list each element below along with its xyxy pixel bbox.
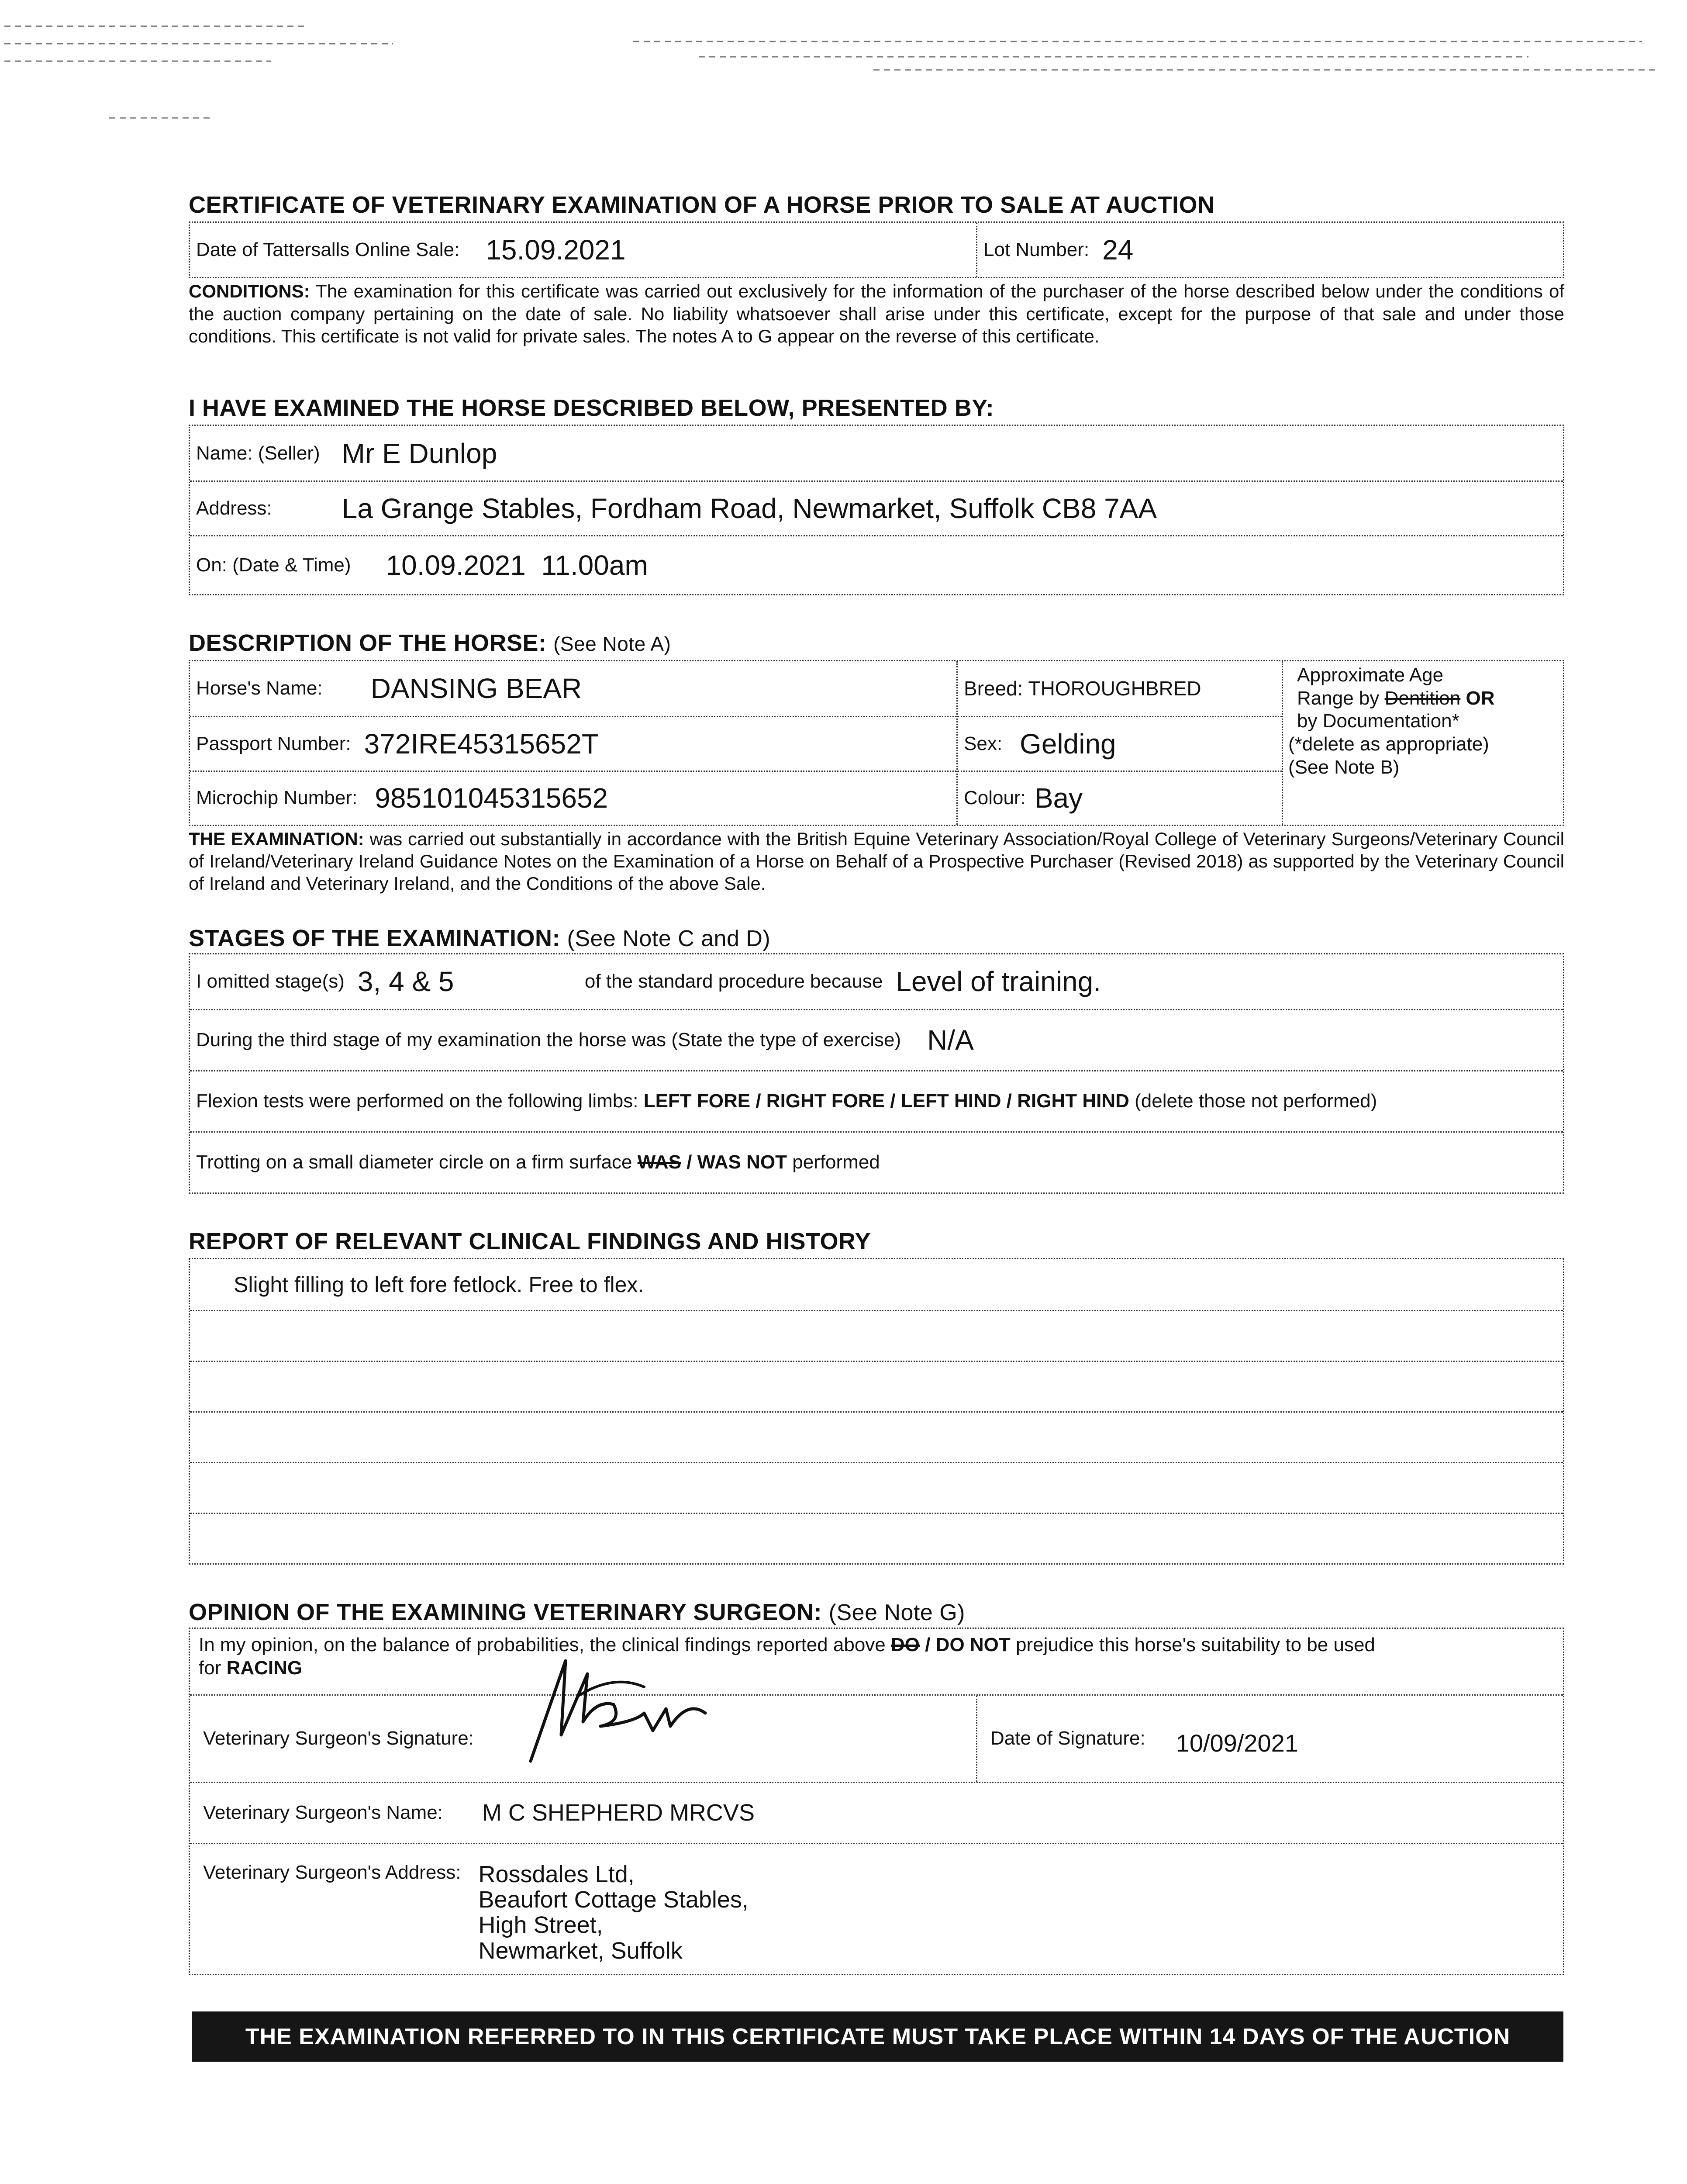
report-line-6 <box>190 1513 1563 1563</box>
examination-label: THE EXAMINATION: <box>189 828 364 849</box>
sex-label: Sex: <box>964 733 1003 754</box>
conditions-text: The examination for this certificate was carried out exclusively for the information of the purchaser of the horse described below under the conditions of the auction company pertaining on the date of sale. No liability whatsoever shall arise under this certificate, except for the purpose of that sale and under those conditions. This certificate is not valid for private sales. The notes A to G appear on the reverse of this certificate. <box>189 281 1564 346</box>
report-heading: REPORT OF RELEVANT CLINICAL FINDINGS AND HISTORY <box>189 1228 871 1254</box>
passport-number-value: 372IRE45315652T <box>364 728 599 760</box>
lot-number-label: Lot Number: <box>983 239 1090 261</box>
sex-value: Gelding <box>1020 728 1116 760</box>
seller-name-value: Mr E Dunlop <box>342 437 497 469</box>
opinion-text: In my opinion, on the balance of probabilities, the clinical findings reported above DO / DO NOT prejudice this horse's suitability to be used for RACING <box>199 1634 1375 1679</box>
third-stage-value: N/A <box>927 1024 974 1056</box>
flexion-text: Flexion tests were performed on the following limbs: LEFT FORE / RIGHT FORE / LEFT HIND / RIGHT HIND (delete those not performed) <box>196 1090 1377 1112</box>
omitted-stages-value: 3, 4 & 5 <box>357 966 454 998</box>
third-stage-label: During the third stage of my examination the horse was (State the type of exercise) <box>196 1029 901 1051</box>
examination-text: was carried out substantially in accordance with the British Equine Veterinary Association/Royal College of Veterinary Surgeons/Veterinary Council of Ireland/Veterinary Ireland Guidance Notes on the Examination of a Horse on Behalf of a Prospective Purchaser (Revised 2018) as supported by the Veterinary Council of Ireland and Veterinary Ireland, and the Conditions of the above Sale. <box>189 828 1565 894</box>
opinion-do-struck: DO <box>891 1634 920 1655</box>
date-of-signature-label: Date of Signature: <box>990 1728 1145 1749</box>
opinion-heading: OPINION OF THE EXAMINING VETERINARY SURGEON: (See Note G) <box>189 1599 965 1626</box>
trotting-text: Trotting on a small diameter circle on a firm surface WAS / WAS NOT performed <box>196 1151 880 1173</box>
conditions-label: CONDITIONS: <box>189 281 310 302</box>
lot-number-value: 24 <box>1102 234 1134 266</box>
sale-date-label: Date of Tattersalls Online Sale: <box>196 239 460 261</box>
report-line-5 <box>190 1462 1563 1513</box>
report-box <box>189 1258 1564 1565</box>
seller-address-label: Address: <box>196 498 272 519</box>
certificate-title: CERTIFICATE OF VETERINARY EXAMINATION OF A HORSE PRIOR TO SALE AT AUCTION <box>189 192 1215 218</box>
conditions-paragraph <box>189 280 1564 347</box>
presented-on-label: On: (Date & Time) <box>196 554 351 576</box>
description-box <box>189 660 1564 826</box>
microchip-number-label: Microchip Number: <box>196 787 358 809</box>
report-line-1: Slight filling to left fore fetlock. Free to flex. <box>234 1272 644 1297</box>
sale-box <box>189 221 1564 278</box>
age-dentition-struck: Dentition <box>1384 687 1461 709</box>
because-label: of the standard procedure because <box>584 971 883 992</box>
passport-number-label: Passport Number: <box>196 733 351 754</box>
seller-address-value: La Grange Stables, Fordham Road, Newmarket, Suffolk CB8 7AA <box>342 493 1157 525</box>
seller-name-label: Name: (Seller) <box>196 442 320 464</box>
colour-label: Colour: <box>964 787 1026 809</box>
vet-address-value: Rossdales Ltd, Beaufort Cottage Stables, High Street, Newmarket, Suffolk <box>478 1861 749 1964</box>
report-line-3 <box>190 1361 1563 1411</box>
examination-paragraph <box>189 828 1564 895</box>
age-range-cell: Approximate Age Range by Dentition OR by Documentation* (*delete as appropriate) (See Note B) <box>1282 661 1563 825</box>
date-of-signature-value: 10/09/2021 <box>1176 1729 1298 1757</box>
stages-note: (See Note C and D) <box>567 926 771 951</box>
stages-box <box>189 953 1564 1194</box>
presented-on-value: 10.09.2021 11.00am <box>386 549 648 581</box>
trot-was-struck: WAS <box>637 1151 681 1173</box>
signature-label: Veterinary Surgeon's Signature: <box>203 1728 474 1749</box>
description-note: (See Note A) <box>553 632 671 656</box>
vet-signature <box>513 1648 723 1770</box>
omitted-stages-label: I omitted stage(s) <box>196 971 345 992</box>
description-heading: DESCRIPTION OF THE HORSE: (See Note A) <box>189 630 671 657</box>
sale-date-value: 15.09.2021 <box>486 234 626 266</box>
presented-heading: I HAVE EXAMINED THE HORSE DESCRIBED BELOW, PRESENTED BY: <box>189 395 994 422</box>
report-line-2 <box>190 1310 1563 1361</box>
horse-name-label: Horse's Name: <box>196 677 323 699</box>
breed-label: Breed: THOROUGHBRED <box>964 677 1201 700</box>
suitability-value: RACING <box>226 1657 303 1679</box>
opinion-note: (See Note G) <box>828 1600 965 1626</box>
deadline-banner: THE EXAMINATION REFERRED TO IN THIS CERTIFICATE MUST TAKE PLACE WITHIN 14 DAYS OF THE AUCTION <box>192 2011 1563 2062</box>
opinion-box <box>189 1628 1564 1975</box>
scan-header-noise <box>0 0 1687 157</box>
stages-heading: STAGES OF THE EXAMINATION: (See Note C and D) <box>189 925 771 951</box>
colour-value: Bay <box>1034 782 1083 814</box>
vet-name-value: M C SHEPHERD MRCVS <box>482 1800 755 1826</box>
horse-name-value: DANSING BEAR <box>370 673 582 705</box>
microchip-number-value: 985101045315652 <box>375 782 608 814</box>
vet-address-label: Veterinary Surgeon's Address: <box>203 1861 461 1883</box>
certificate-page <box>189 179 1564 1975</box>
report-line-4 <box>190 1411 1563 1462</box>
vet-name-label: Veterinary Surgeon's Name: <box>203 1802 443 1824</box>
presented-box <box>189 425 1564 595</box>
because-value: Level of training. <box>896 966 1101 998</box>
